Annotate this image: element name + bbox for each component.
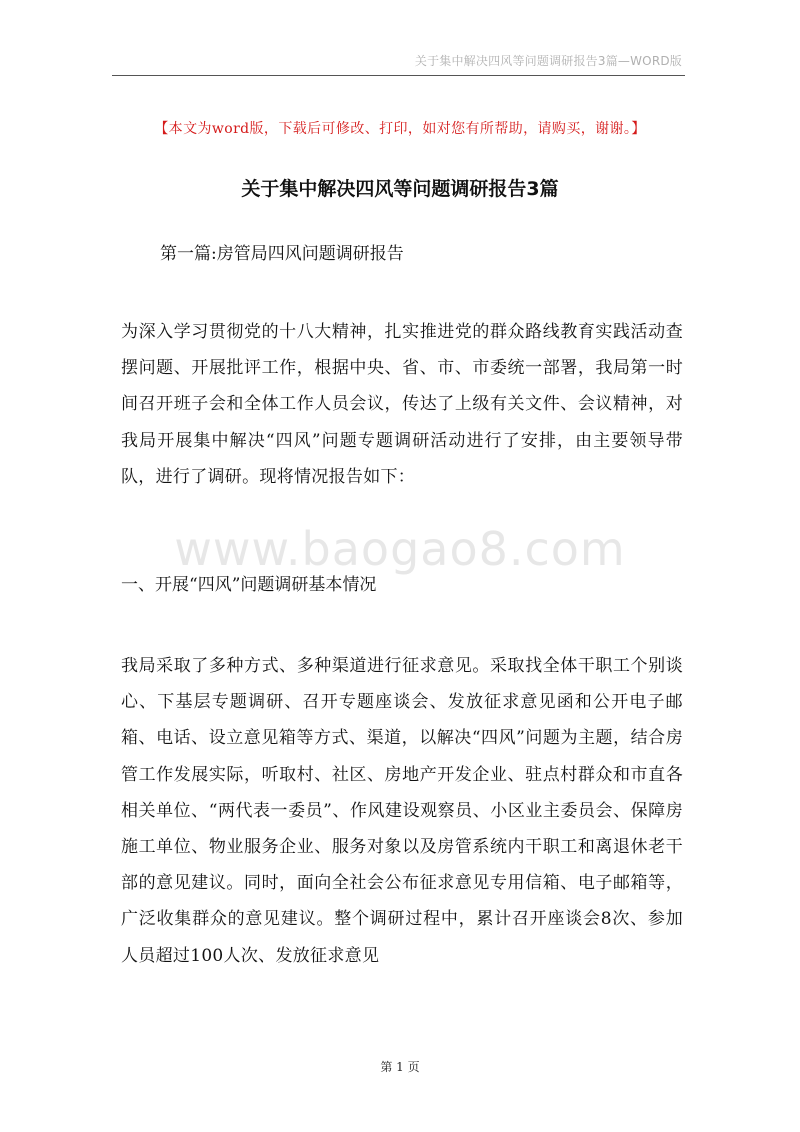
chapter-heading: 第一篇:房管局四风问题调研报告	[160, 244, 404, 264]
document-title: 关于集中解决四风等问题调研报告3篇	[241, 178, 559, 200]
section-heading: 一、开展“四风”问题调研基本情况	[121, 575, 377, 595]
body-paragraph: 我局采取了多种方式、多种渠道进行征求意见。采取找全体干职工个别谈心、下基层专题调研、召开专题座谈会、发放征求意见函和公开电子邮箱、电话、设立意见箱等方式、渠道，以解决“四风”问题为主题，结合房管工作发展实际，听取村、社区、房地产开发企业、驻点村群众和市直各相关单位、“两代表一委员”、作风建设观察员、小区业主委员会、保障房施工单位、物业服务企业、服务对象以及房管系统内干职工和离退休老干部的意见建议。同时，面向全社会公布征求意见专用信箱、电子邮箱等，广泛收集群众的意见建议。整个调研过程中，累计召开座谈会8次、参加人员超过100人次、发放征求意见	[121, 656, 683, 966]
watermark: www.baogao8.com	[174, 522, 626, 576]
running-header: 关于集中解决四风等问题调研报告3篇—WORD版	[414, 54, 682, 68]
intro-paragraph: 为深入学习贯彻党的十八大精神，扎实推进党的群众路线教育实践活动查摆问题、开展批评工作，根据中央、省、市、市委统一部署，我局第一时间召开班子会和全体工作人员会议，传达了上级有关文件、会议精神，对我局开展集中解决“四风”问题专题调研活动进行了安排，由主要领导带队，进行了调研。现将情况报告如下：	[121, 322, 683, 487]
header-rule	[112, 75, 685, 76]
page-number: 第 1 页	[380, 1060, 420, 1074]
purchase-notice: 【本文为word版，下载后可修改、打印，如对您有所帮助，请购买，谢谢。】	[154, 121, 646, 137]
